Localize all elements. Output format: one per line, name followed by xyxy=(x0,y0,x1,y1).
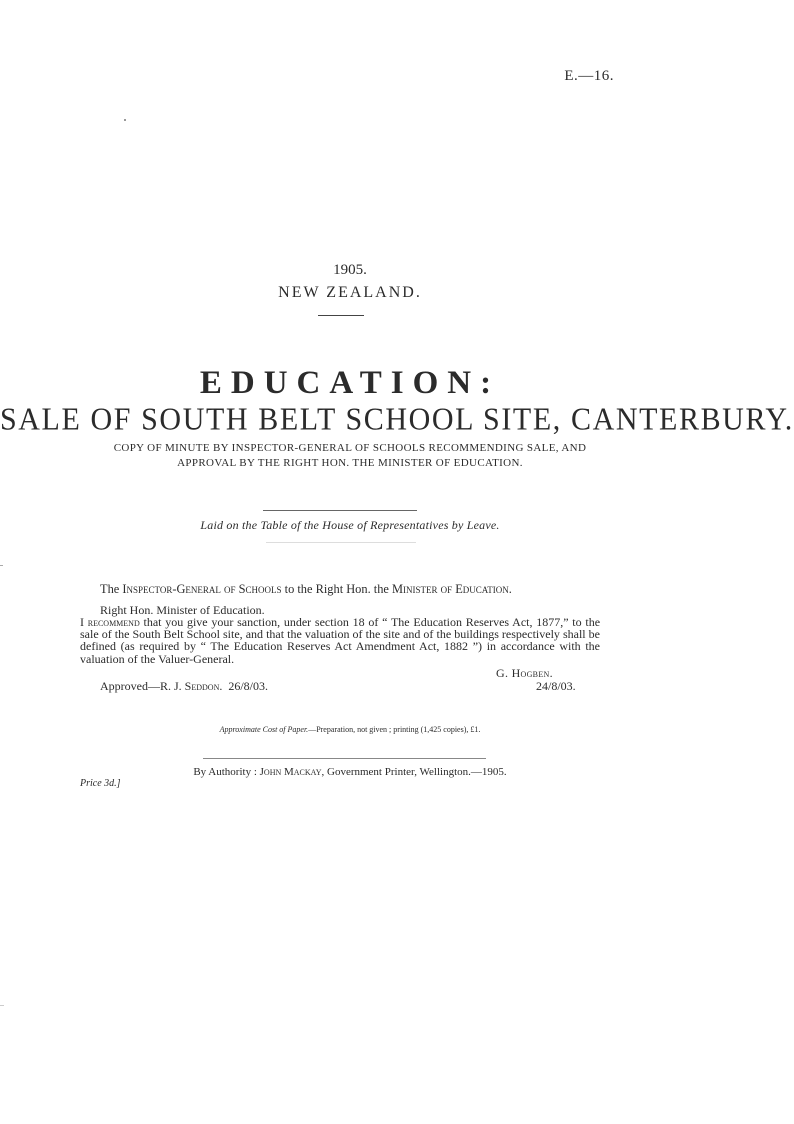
description-line-2: APPROVAL BY THE RIGHT HON. THE MINISTER OF EDUCATION. xyxy=(177,457,523,469)
approved-prefix: Approved—R. J. xyxy=(100,679,182,693)
authority-line xyxy=(0,766,700,778)
laid-on-table-note: Laid on the Table of the House of Representatives by Leave. xyxy=(200,518,500,532)
minute-from-to xyxy=(100,582,512,597)
margin-mark xyxy=(0,1005,4,1006)
authority-suffix: Government Printer, Wellington.—1905. xyxy=(327,766,507,778)
print-speck xyxy=(124,119,126,121)
minute-body xyxy=(80,616,600,665)
the-word: The xyxy=(100,582,120,596)
authority-prefix: By Authority : xyxy=(193,766,257,778)
cost-label: Approximate Cost of Paper. xyxy=(219,725,309,734)
approval-line xyxy=(100,679,268,694)
year: 1905. xyxy=(333,262,367,278)
margin-mark xyxy=(0,565,3,566)
cost-note xyxy=(0,725,700,734)
signature-date: 24/8/03. xyxy=(536,679,576,693)
divider-rule xyxy=(318,315,364,316)
price: Price 3d.] xyxy=(80,778,121,789)
signatory: G. Hogben. xyxy=(496,666,553,680)
minute-opening: I recommend xyxy=(80,615,140,629)
country: NEW ZEALAND. xyxy=(278,284,422,301)
document-reference: E.—16. xyxy=(564,68,614,84)
authority-name: John Mackay, xyxy=(259,766,325,778)
main-heading: EDUCATION: xyxy=(199,365,501,401)
approved-name: Seddon. xyxy=(184,679,223,693)
minute-connector: to the Right Hon. the xyxy=(284,582,389,596)
cost-text: —Preparation, not given ; printing (1,425 copies), £1. xyxy=(308,725,481,734)
divider-rule xyxy=(263,510,417,511)
subheading: SALE OF SOUTH BELT SCHOOL SITE, CANTERBURY. xyxy=(0,402,794,437)
description-line-1: COPY OF MINUTE BY INSPECTOR-GENERAL OF SCHOOLS RECOMMENDING SALE, AND xyxy=(113,442,587,454)
minute-recipient: Minister of Education. xyxy=(392,582,512,596)
divider-rule xyxy=(203,758,486,759)
addressee: Right Hon. Minister of Education. xyxy=(100,603,265,617)
minute-body-text: that you give your sanction, under section 18 of “ The Education Reserves Act, 1877,” to the sale of the South Belt School site, and that the valuation of the site and of the buildings respectively shall be defined (as required by “ The Education Reserves Act Amendment Act, 1882 ”) in accordance with the valuation of the Valuer-General. xyxy=(80,615,601,666)
approved-date: 26/8/03. xyxy=(228,679,269,693)
divider-rule xyxy=(266,542,416,543)
minute-sender: Inspector-General of Schools xyxy=(122,582,282,596)
